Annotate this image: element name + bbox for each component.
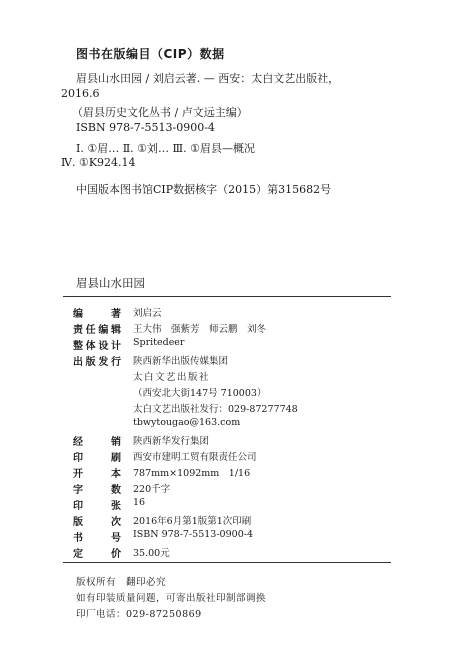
cip-line-classification-1: Ⅰ. ①眉… Ⅱ. ①刘… Ⅲ. ①眉县—概况 xyxy=(76,142,255,155)
credit-label: 版 次 xyxy=(73,517,121,528)
cip-line-record-number: 中国版本图书馆CIP数据核字（2015）第315682号 xyxy=(76,183,332,196)
credit-label: 编 著 xyxy=(73,309,121,320)
credit-value: 16 xyxy=(133,497,146,508)
credit-label: 定 价 xyxy=(73,549,121,560)
credit-label: 开 本 xyxy=(73,469,121,480)
cip-line-series: （眉县历史文化丛书 / 卢文远主编） xyxy=(72,106,248,119)
credit-label: 经 销 xyxy=(73,437,121,448)
credit-value: 陕西新华发行集团 xyxy=(133,436,210,447)
credit-row xyxy=(73,337,393,353)
credit-value: 220千字 xyxy=(133,484,171,495)
footer-rights: 版权所有 翻印必究 xyxy=(76,577,167,588)
credit-value: 西安市建明工贸有限责任公司 xyxy=(133,452,257,463)
book-title: 眉县山水田园 xyxy=(76,276,145,290)
credit-row xyxy=(73,321,393,337)
credit-row xyxy=(73,433,393,449)
credit-value: 刘启云 xyxy=(133,308,162,319)
cip-line-title: 眉县山水田园 / 刘启云著. — 西安：太白文艺出版社， xyxy=(76,72,340,85)
credit-label: 出 版 发 行 xyxy=(73,357,121,368)
credit-row xyxy=(73,513,393,529)
credit-value: 王大伟 强紫芳 师云鹏 刘冬 xyxy=(133,324,267,335)
footer-printer-phone: 印厂电话：029-87250869 xyxy=(76,609,202,620)
credits-list xyxy=(73,305,393,561)
divider-top xyxy=(63,296,391,297)
credit-row xyxy=(73,401,393,417)
credit-value: tbwytougao@163.com xyxy=(133,417,241,428)
credit-row xyxy=(73,385,393,401)
credit-row xyxy=(73,369,393,385)
credit-value: 陕西新华出版传媒集团 xyxy=(133,356,229,367)
credit-value: 太白文艺出版社发行：029-87277748 xyxy=(133,404,298,415)
credit-row xyxy=(73,529,393,545)
credit-row xyxy=(73,449,393,465)
credit-value: （西安北大街147号 710003） xyxy=(133,388,267,399)
credit-value: Spritedeer xyxy=(133,337,185,348)
credit-row xyxy=(73,305,393,321)
cip-line-classification-2: Ⅳ. ①K924.14 xyxy=(61,156,136,169)
credit-value: 35.00元 xyxy=(133,548,170,559)
credit-label: 整 体 设 计 xyxy=(73,341,121,352)
footer-quality-note: 如有印装质量问题，可寄出版社印制部调换 xyxy=(76,593,267,604)
credit-label: 印 刷 xyxy=(73,453,121,464)
cip-line-isbn: ISBN 978-7-5513-0900-4 xyxy=(76,121,215,134)
cip-heading: 图书在版编目（CIP）数据 xyxy=(76,47,225,61)
credit-label: 责 任 编 辑 xyxy=(73,325,121,336)
credit-value: 太白文艺出版社 xyxy=(133,372,211,383)
credit-row xyxy=(73,545,393,561)
credit-label: 印 张 xyxy=(73,501,121,512)
credit-label: 字 数 xyxy=(73,485,121,496)
credit-row xyxy=(73,353,393,369)
credit-row xyxy=(73,465,393,481)
credit-value: 787mm×1092mm 1/16 xyxy=(133,468,251,479)
credit-value: ISBN 978-7-5513-0900-4 xyxy=(133,529,253,540)
credit-row xyxy=(73,497,393,513)
cip-line-date: 2016.6 xyxy=(61,87,100,100)
credit-row xyxy=(73,481,393,497)
credit-label: 书 号 xyxy=(73,533,121,544)
divider-bottom xyxy=(63,562,391,563)
credit-value: 2016年6月第1版第1次印刷 xyxy=(133,516,252,527)
credit-row xyxy=(73,417,393,433)
